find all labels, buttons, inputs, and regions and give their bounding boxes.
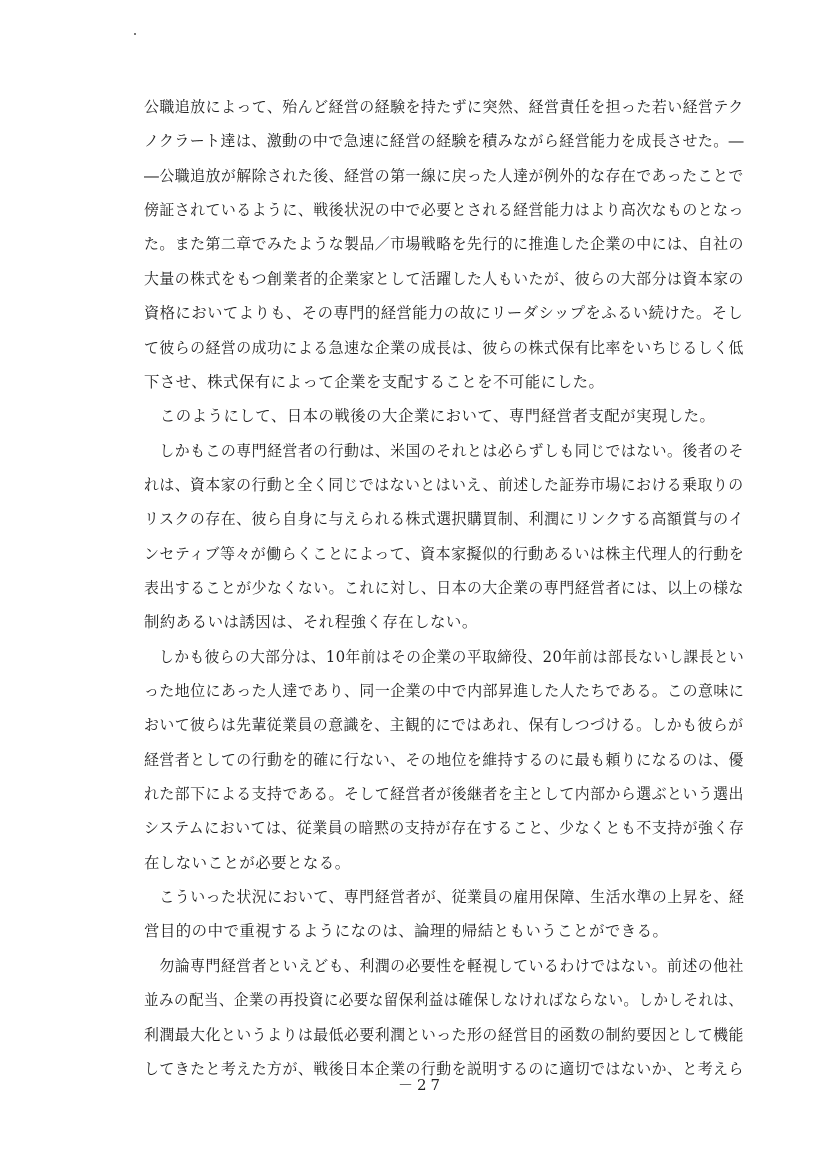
page-number: －27 xyxy=(398,1076,445,1094)
text-line: た。また第二章でみたような製品／市場戦略を先行的に推進した企業の中には、自社の xyxy=(144,235,744,254)
text-line: ンセティブ等々が働らくことによって、資本家擬似的行動あるいは株主代理人的行動を xyxy=(144,544,745,563)
text-line: こういった状況において、専門経営者が、従業員の雇用保障、生活水準の上昇を、経 xyxy=(144,888,745,907)
text-line: システムにおいては、従業員の暗黙の支持が存在すること、少なくとも不支持が強く存 xyxy=(144,819,745,838)
text-line: 並みの配当、企業の再投資に必要な留保利益は確保しなければならない。しかしそれは、 xyxy=(144,991,744,1010)
text-line: 利潤最大化というよりは最低必要利潤といった形の経営目的函数の制約要因として機能 xyxy=(144,1025,744,1044)
text-line: った地位にあった人達であり、同一企業の中で内部昇進した人たちである。この意味に xyxy=(144,682,745,700)
text-line: しかもこの専門経営者の行動は、米国のそれとは必らずしも同じではない。後者のそ xyxy=(144,441,744,460)
text-line: このようにして、日本の戦後の大企業において、専門経営者支配が実現した。 xyxy=(144,407,716,426)
scan-speck xyxy=(134,33,136,35)
text-line: 表出することが少なくない。これに対し、日本の大企業の専門経営者には、以上の様な xyxy=(144,578,744,597)
text-line: 勿論専門経営者といえども、利潤の必要性を軽視しているわけではない。前述の他社 xyxy=(144,956,744,975)
text-line: ノクラート達は、激動の中で急速に経営の経験を積みながら経営能力を成長させた。― xyxy=(144,132,745,151)
text-line: 傍証されているように、戦後状況の中で必要とされる経営能力はより高次なものとなっ xyxy=(144,201,744,220)
text-line: 在しないことが必要となる。 xyxy=(144,853,351,872)
text-line: 経営者としての行動を的確に行ない、その地位を維持するのに最も頼りになるのは、優 xyxy=(144,750,744,769)
text-line: おいて彼らは先輩従業員の意識を、主観的にではあれ、保有しつづける。しかも彼らが xyxy=(144,716,744,735)
text-line: リスクの存在、彼ら自身に与えられる株式選択購買制、利潤にリンクする高額賞与のイ xyxy=(144,510,744,529)
text-line: 営目的の中で重視するようになのは、論理的帰結ともいうことができる。 xyxy=(144,922,669,941)
text-line: れた部下による支持である。そして経営者が後継者を主として内部から選ぶという選出 xyxy=(144,785,744,803)
text-line: してきたと考えた方が、戦後日本企業の行動を説明するのに適切ではないか、と考えら xyxy=(144,1059,744,1078)
text-line: しかも彼らの大部分は、10年前はその企業の平取締役、20年前は部長ないし課長とい xyxy=(144,647,745,666)
text-line: ―公職追放が解除された後、経営の第一線に戻った人達が例外的な存在であったことで xyxy=(144,166,744,185)
text-line: 大量の株式をもつ創業者的企業家として活躍した人もいたが、彼らの大部分は資本家の xyxy=(144,269,744,288)
text-line: れは、資本家の行動と全く同じではないとはいえ、前述した証券市場における乗取りの xyxy=(144,475,744,494)
text-line: 下させ、株式保有によって企業を支配することを不可能にした。 xyxy=(144,372,605,391)
text-line: 公職追放によって、殆んど経営の経験を持たずに突然、経営責任を担った若い経営テク xyxy=(144,98,744,116)
text-line: 資格においてよりも、その専門的経営能力の故にリーダシップをふるい続けた。そし xyxy=(144,304,744,323)
text-line: 制約あるいは誘因は、それ程強く存在しない。 xyxy=(144,613,478,632)
text-line: て彼らの経営の成功による急速な企業の成長は、彼らの株式保有比率をいちじるしく低 xyxy=(144,338,744,357)
